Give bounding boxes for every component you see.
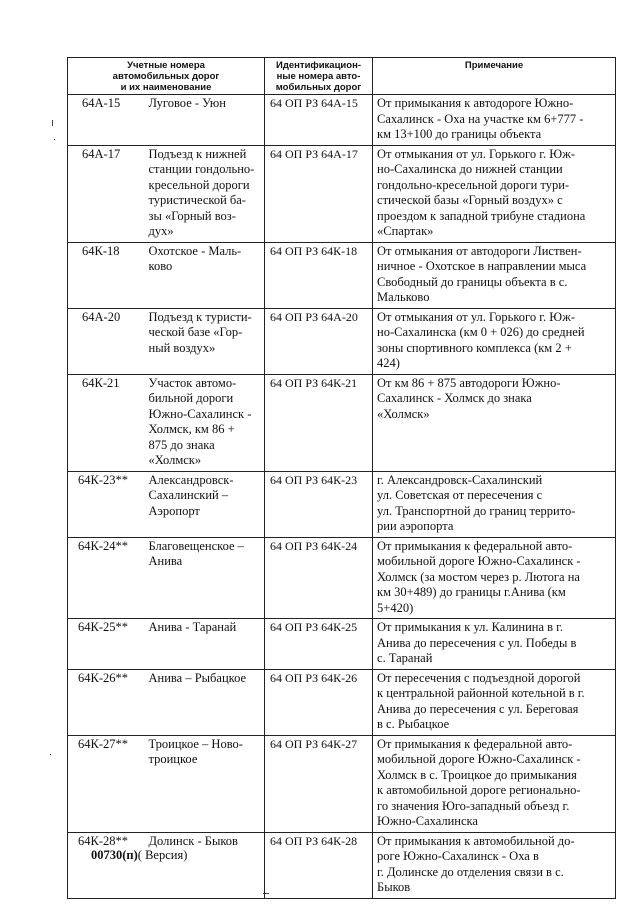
- road-note-line: «Холмск»: [377, 406, 430, 421]
- road-note-line: г. Александровск-Сахалинский: [377, 472, 543, 487]
- road-code: 64А-20: [68, 308, 139, 374]
- table-row: [68, 95, 616, 146]
- road-name-line: Анива - Таранай: [148, 620, 237, 634]
- road-name-line: «Холмск»: [148, 453, 202, 467]
- road-note-line: От примыкания к федеральной авто-: [377, 538, 573, 553]
- road-name-line: Анива: [148, 554, 183, 568]
- road-name-line: станции гондольно-: [148, 162, 255, 176]
- road-note-line: мобильной дороге Южно-Сахалинск -: [377, 554, 581, 568]
- road-identification-number: 64 ОП РЗ 64А-15: [265, 95, 373, 146]
- road-note: [373, 537, 616, 619]
- road-note-line: в с. Рыбацкое: [377, 717, 450, 731]
- table-row: [68, 619, 616, 670]
- road-code: 64А-17: [68, 145, 139, 242]
- road-name-line: Аэропорт: [148, 503, 200, 518]
- table-row: [68, 471, 616, 537]
- road-identification-number: 64 ОП РЗ 64К-25: [265, 619, 373, 670]
- road-note-line: к центральной районной котельной в г.: [377, 686, 585, 700]
- road-note-line: Анива до пересечения с ул. Береговая: [377, 701, 579, 716]
- road-note: [373, 619, 616, 670]
- road-name: [139, 308, 265, 374]
- road-name-line: Благовещенское –: [148, 538, 244, 553]
- road-note-line: но-Сахалинска до нижней станции: [377, 162, 563, 176]
- table-row: [68, 669, 616, 735]
- road-identification-number: 64 ОП РЗ 64К-26: [265, 669, 373, 735]
- table-body: [68, 95, 616, 899]
- road-note-line: рии аэропорта: [377, 519, 454, 533]
- road-code: 64К-18: [68, 242, 139, 308]
- road-note: [373, 471, 616, 537]
- table-row: [68, 308, 616, 374]
- road-note-line: г. Долинске до отделения связи в с.: [377, 864, 564, 879]
- road-code: 64К-26**: [68, 669, 139, 735]
- road-name: [139, 242, 265, 308]
- road-note-line: От примыкания к федеральной авто-: [377, 736, 573, 751]
- road-name: [139, 537, 265, 619]
- road-name-line: Троицкое – Ново-: [148, 736, 243, 751]
- road-note: [373, 374, 616, 471]
- road-note-line: От отмыкания от автодороги Листвен-: [377, 243, 582, 258]
- road-name: [139, 374, 265, 471]
- road-code: 64К-27**: [68, 735, 139, 832]
- road-note-line: Холмск в с. Троицкое до примыкания: [377, 767, 577, 782]
- road-note-line: ничное - Охотское в направлении мыса: [377, 259, 587, 273]
- road-code: 64К-25**: [68, 619, 139, 670]
- road-note-line: От примыкания к автомобильной до-: [377, 833, 575, 848]
- road-name-line: туристической ба-: [148, 193, 246, 207]
- road-note-line: От отмыкания от ул. Горького г. Юж-: [377, 146, 576, 161]
- road-name-line: Луговое - Уюн: [148, 96, 226, 110]
- road-name-line: зы «Горный воз-: [148, 208, 236, 223]
- road-note: [373, 308, 616, 374]
- road-note-line: Южно-Сахалинска: [377, 814, 478, 828]
- road-name-line: дух»: [148, 224, 174, 238]
- road-name-line: Долинск - Быков: [148, 833, 238, 848]
- road-note: [373, 242, 616, 308]
- road-code: 64К-24**: [68, 537, 139, 619]
- road-note-line: к автомобильной дороге регионально-: [377, 783, 581, 797]
- road-name: [139, 471, 265, 537]
- road-name: [139, 669, 265, 735]
- road-code: 64А-15: [68, 95, 139, 146]
- road-identification-number: 64 ОП РЗ 64А-20: [265, 308, 373, 374]
- road-name-line: Подъезд к нижней: [148, 146, 247, 161]
- road-note-line: км 13+100 до границы объекта: [377, 127, 542, 141]
- road-identification-number: 64 ОП РЗ 64К-28: [265, 832, 373, 898]
- road-name-line: Александровск-: [148, 472, 234, 487]
- road-name: [139, 145, 265, 242]
- road-note-line: Свободный до границы объекта в с.: [377, 274, 568, 289]
- road-name-line: Подъезд к туристи-: [148, 309, 252, 324]
- road-name-line: Холмск, км 86 +: [148, 422, 235, 436]
- table-row: [68, 735, 616, 832]
- road-identification-number: 64 ОП РЗ 64К-18: [265, 242, 373, 308]
- road-note-line: 5+420): [377, 600, 414, 615]
- road-name-line: ково: [148, 259, 173, 273]
- road-name-line: Сахалинский –: [148, 488, 229, 502]
- header-road-numbers-and-names: Учетные номера автомобильных дорог и их наименование: [68, 58, 265, 95]
- table-row: [68, 537, 616, 619]
- road-note-line: От примыкания к автодороге Южно-: [377, 96, 574, 110]
- document-number: 00730(п): [91, 848, 138, 862]
- road-note-line: стической базы «Горный воздух» с: [377, 193, 563, 207]
- road-name: [139, 619, 265, 670]
- road-name-line: Участок автомо-: [148, 375, 237, 390]
- road-note: [373, 735, 616, 832]
- road-name: [139, 832, 265, 898]
- road-note-line: «Спартак»: [377, 224, 434, 238]
- road-identification-number: 64 ОП РЗ 64К-21: [265, 374, 373, 471]
- road-note-line: проездом к западной трибуне стадиона: [377, 208, 586, 223]
- road-code: 64К-28**: [68, 832, 139, 898]
- road-code: 64К-23**: [68, 471, 139, 537]
- road-identification-number: 64 ОП РЗ 64А-17: [265, 145, 373, 242]
- road-note-line: но-Сахалинска (км 0 + 026) до средней: [377, 325, 585, 339]
- road-name-line: 875 до знака: [148, 437, 215, 452]
- road-note-line: Сахалинск - Оха на участке км 6+777 -: [377, 111, 584, 126]
- header-identification-numbers: Идентификацион- ные номера авто- мобильных дорог: [265, 58, 373, 95]
- road-note-line: мобильной дороге Южно-Сахалинск -: [377, 752, 581, 766]
- road-name-line: кресельной дороги: [148, 177, 250, 192]
- road-note-line: Мальково: [377, 290, 430, 304]
- road-note-line: ул. Транспортной до границ террито-: [377, 503, 576, 518]
- road-note-line: От км 86 + 875 автодороги Южно-: [377, 375, 561, 390]
- road-note: [373, 95, 616, 146]
- road-note-line: Холмск (за мостом через р. Лютога на: [377, 569, 580, 584]
- road-note-line: От отмыкания от ул. Горького г. Юж-: [377, 309, 576, 324]
- road-note: [373, 669, 616, 735]
- road-name-line: Анива – Рыбацкое: [148, 670, 247, 685]
- document-footer: [91, 848, 187, 863]
- table-row: [68, 242, 616, 308]
- road-name: [139, 95, 265, 146]
- road-name-line: ческой базе «Гор-: [148, 325, 243, 339]
- road-name-line: ный воздух»: [148, 340, 216, 355]
- road-note-line: роге Южно-Сахалинск - Оха в: [377, 849, 539, 863]
- road-identification-number: 64 ОП РЗ 64К-23: [265, 471, 373, 537]
- table-row: [68, 145, 616, 242]
- table-header-row: [68, 58, 616, 95]
- road-name-line: троицкое: [148, 752, 198, 766]
- road-name-line: Южно-Сахалинск -: [148, 406, 252, 421]
- road-note-line: От примыкания к ул. Калинина в г.: [377, 620, 564, 634]
- road-note-line: 424): [377, 356, 400, 370]
- road-code: 64К-21: [68, 374, 139, 471]
- road-identification-number: 64 ОП РЗ 64К-27: [265, 735, 373, 832]
- road-note-line: гондольно-кресельной дороги тури-: [377, 177, 570, 192]
- road-note-line: зоны спортивного комплекса (км 2 +: [377, 340, 572, 355]
- road-identification-number: 64 ОП РЗ 64К-24: [265, 537, 373, 619]
- road-note-line: с. Таранай: [377, 651, 433, 665]
- road-note-line: го значения Юго-западный объезд г.: [377, 798, 570, 813]
- table-row: [68, 832, 616, 898]
- road-note-line: Быков: [377, 880, 411, 894]
- road-note-line: Анива до пересечения с ул. Победы в: [377, 635, 577, 650]
- road-note-line: км 30+489) до границы г.Анива (км: [377, 585, 566, 599]
- road-name-line: Охотское - Маль-: [148, 243, 242, 258]
- road-name-line: бильной дороги: [148, 391, 234, 405]
- road-note: [373, 832, 616, 898]
- road-name: [139, 735, 265, 832]
- header-note: Примечание: [373, 58, 616, 95]
- road-note-line: От пересечения с подъездной дорогой: [377, 670, 581, 685]
- table-row: [68, 374, 616, 471]
- document-version: ( Версия): [137, 848, 188, 862]
- road-note: [373, 145, 616, 242]
- road-note-line: ул. Советская от пересечения с: [377, 488, 543, 502]
- road-registry-table: [67, 57, 615, 899]
- road-note-line: Сахалинск - Холмск до знака: [377, 391, 532, 405]
